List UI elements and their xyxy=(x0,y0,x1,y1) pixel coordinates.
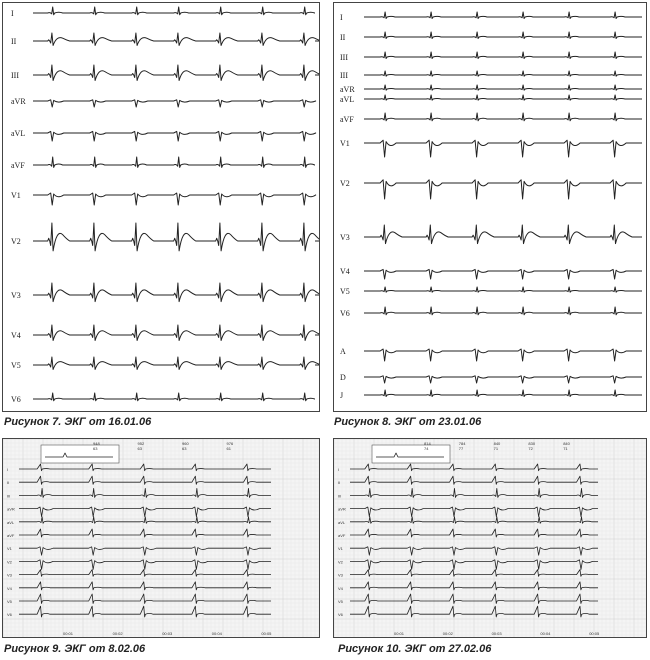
lead-label-v6-fig7: V6 xyxy=(11,395,21,404)
lead-label-v1-fig7: V1 xyxy=(11,191,21,200)
ecg-trace-v6-fig9 xyxy=(19,606,271,617)
calibration-box-fig9 xyxy=(41,445,119,463)
lead-label-ii-fig7: II xyxy=(11,37,17,46)
ecg-trace-i-fig7 xyxy=(33,7,315,15)
rr-value-1-fig9: 952 xyxy=(137,441,145,446)
lead-label-avf-6-fig8: aVF xyxy=(340,115,354,124)
time-mark-3-fig10: 00:04 xyxy=(540,631,551,636)
ecg-panel-fig10 xyxy=(333,438,647,638)
lead-label-i-fig9: I xyxy=(7,467,9,472)
hr-value-4-fig10: 71 xyxy=(563,446,568,451)
time-mark-2-fig9: 00:03 xyxy=(162,631,173,636)
lead-label-v4-10-fig8: V4 xyxy=(340,267,350,276)
lead-label-avl-fig7: aVL xyxy=(11,129,26,138)
lead-label-v6-fig9: V6 xyxy=(7,612,12,618)
calibration-box-fig10 xyxy=(372,445,450,463)
lead-label-avr-4-fig8: aVR xyxy=(340,85,355,94)
time-mark-4-fig10: 00:05 xyxy=(589,631,600,636)
rr-value-3-fig10: 830 xyxy=(528,441,536,446)
ecg-trace-d-14-fig8 xyxy=(364,376,642,383)
lead-label-v2-fig7: V2 xyxy=(11,237,21,246)
ecg-trace-v2-fig7 xyxy=(33,223,320,251)
lead-label-v3-9-fig8: V3 xyxy=(340,233,350,242)
lead-label-iii-3-fig8: III xyxy=(340,71,348,80)
ecg-trace-a-13-fig8 xyxy=(364,349,642,361)
lead-label-v4-fig7: V4 xyxy=(11,331,21,340)
lead-label-avl-5-fig8: aVL xyxy=(340,95,355,104)
lead-label-v5-fig9: V5 xyxy=(7,599,12,604)
hr-value-3-fig9: 61 xyxy=(226,446,231,451)
rr-value-2-fig9: 960 xyxy=(182,441,189,446)
ecg-trace-v3-9-fig8 xyxy=(364,225,642,244)
ecg-panel-fig8 xyxy=(333,2,647,412)
ecg-trace-ii-fig7 xyxy=(33,33,320,45)
ecg-trace-avl-5-fig8 xyxy=(364,95,642,100)
time-mark-4-fig9: 00:05 xyxy=(261,631,272,636)
ecg-trace-avf-fig9 xyxy=(19,529,271,537)
lead-label-avr-fig9: aVR xyxy=(7,506,15,512)
lead-label-ii-fig9: II xyxy=(7,480,10,486)
ecg-trace-i-fig9 xyxy=(19,464,271,471)
ecg-panel-fig7 xyxy=(2,2,320,412)
lead-label-iii-fig9: III xyxy=(7,493,11,499)
lead-label-avf-fig9: aVF xyxy=(7,533,15,538)
lead-label-v2-8-fig8: V2 xyxy=(340,179,350,188)
ecg-trace-j-15-fig8 xyxy=(364,390,642,397)
hr-value-2-fig9: 63 xyxy=(182,446,187,451)
time-mark-0-fig10: 00:01 xyxy=(394,631,405,636)
caption-fig10: Рисунок 10. ЭКГ от 27.02.06 xyxy=(338,643,492,655)
ecg-trace-i-0-fig8 xyxy=(364,12,642,19)
caption-fig9: Рисунок 9. ЭКГ от 8.02.06 xyxy=(4,643,146,655)
lead-label-j-15-fig8: J xyxy=(340,391,344,400)
ecg-trace-v6-12-fig8 xyxy=(364,307,642,315)
ecg-trace-v1-7-fig8 xyxy=(364,140,642,157)
ecg-plot-fig7 xyxy=(3,3,320,412)
lead-label-avl-fig10: aVL xyxy=(338,519,346,525)
caption-fig7: Рисунок 7. ЭКГ от 16.01.06 xyxy=(4,416,152,428)
ecg-trace-avr-4-fig8 xyxy=(364,85,642,90)
ecg-plot-fig9 xyxy=(3,439,320,638)
lead-label-v3-fig9: V3 xyxy=(7,572,12,578)
time-mark-1-fig9: 00:02 xyxy=(112,631,123,636)
rr-value-1-fig10: 784 xyxy=(458,441,466,446)
ecg-trace-avl-fig9 xyxy=(19,517,271,524)
lead-label-v2-fig10: V2 xyxy=(338,559,343,565)
hr-value-1-fig9: 63 xyxy=(137,446,142,451)
lead-label-avl-fig9: aVL xyxy=(7,519,15,525)
ecg-plot-fig10 xyxy=(334,439,647,638)
hr-value-0-fig9: 63 xyxy=(93,446,98,451)
ecg-trace-v4-fig7 xyxy=(33,325,320,341)
hr-value-3-fig10: 72 xyxy=(528,446,533,451)
lead-label-d-14-fig8: D xyxy=(340,373,346,382)
lead-label-avf-fig7: aVF xyxy=(11,161,25,170)
lead-label-i-fig10: I xyxy=(338,467,340,472)
ecg-panel-fig9 xyxy=(2,438,320,638)
lead-label-ii-fig10: II xyxy=(338,480,341,486)
hr-value-1-fig10: 77 xyxy=(458,446,464,451)
ecg-trace-iii-fig7 xyxy=(33,65,320,81)
lead-label-v5-fig10: V5 xyxy=(338,599,343,604)
ecg-trace-v4-10-fig8 xyxy=(364,269,642,279)
hr-value-2-fig10: 71 xyxy=(493,446,499,451)
time-mark-2-fig10: 00:03 xyxy=(491,631,502,636)
lead-label-v4-fig10: V4 xyxy=(338,585,343,591)
ecg-trace-v5-fig9 xyxy=(19,594,271,603)
rr-value-4-fig10: 840 xyxy=(563,441,570,446)
ecg-trace-iii-3-fig8 xyxy=(364,71,642,76)
lead-label-v6-12-fig8: V6 xyxy=(340,309,350,318)
lead-label-ii-1-fig8: II xyxy=(340,33,346,42)
ecg-trace-avf-fig7 xyxy=(33,157,315,167)
time-mark-0-fig9: 00:01 xyxy=(63,631,74,636)
lead-label-v4-fig9: V4 xyxy=(7,585,12,591)
ecg-trace-iii-fig9 xyxy=(19,488,271,497)
lead-label-v1-7-fig8: V1 xyxy=(340,139,350,148)
rr-value-0-fig10: 814 xyxy=(424,441,431,446)
ecg-trace-avf-6-fig8 xyxy=(364,113,642,121)
lead-label-iii-fig10: III xyxy=(338,493,342,499)
lead-label-i-0-fig8: I xyxy=(340,13,343,22)
lead-label-v1-fig9: V1 xyxy=(7,546,12,552)
lead-label-v5-11-fig8: V5 xyxy=(340,287,350,296)
lead-label-iii-fig7: III xyxy=(11,71,19,80)
lead-label-v3-fig7: V3 xyxy=(11,291,21,300)
ecg-trace-v3-fig9 xyxy=(19,570,271,577)
lead-label-iii-2-fig8: III xyxy=(340,53,348,62)
ecg-trace-avr-fig7 xyxy=(33,100,316,107)
lead-label-avr-fig10: aVR xyxy=(338,506,346,512)
ecg-plot-fig8 xyxy=(334,3,647,412)
ecg-trace-ii-1-fig8 xyxy=(364,32,642,39)
ecg-trace-v6-fig7 xyxy=(33,393,315,401)
ecg-trace-v5-11-fig8 xyxy=(364,287,642,292)
lead-label-avf-fig10: aVF xyxy=(338,533,346,538)
ecg-trace-v2-8-fig8 xyxy=(364,180,642,199)
lead-label-v2-fig9: V2 xyxy=(7,559,12,565)
time-mark-3-fig9: 00:04 xyxy=(211,631,222,636)
ecg-trace-v3-fig7 xyxy=(33,283,320,302)
ecg-trace-v5-fig7 xyxy=(33,357,320,369)
lead-label-v5-fig7: V5 xyxy=(11,361,21,370)
lead-label-avr-fig7: aVR xyxy=(11,97,26,106)
lead-label-a-13-fig8: A xyxy=(340,347,346,356)
lead-label-i-fig7: I xyxy=(11,9,14,18)
lead-label-v1-fig10: V1 xyxy=(338,546,343,552)
lead-label-v3-fig10: V3 xyxy=(338,572,343,578)
rr-value-0-fig9: 948 xyxy=(93,441,100,446)
ecg-trace-iii-2-fig8 xyxy=(364,52,642,59)
rr-value-2-fig10: 840 xyxy=(493,441,501,446)
hr-value-0-fig10: 74 xyxy=(424,446,429,451)
lead-label-v6-fig10: V6 xyxy=(338,612,343,618)
caption-fig8: Рисунок 8. ЭКГ от 23.01.06 xyxy=(334,416,482,428)
ecg-trace-v1-fig7 xyxy=(33,193,316,205)
ecg-trace-avl-fig7 xyxy=(33,131,316,141)
time-mark-1-fig10: 00:02 xyxy=(442,631,453,636)
rr-value-3-fig9: 976 xyxy=(226,441,234,446)
ecg-trace-v2-fig9 xyxy=(19,560,271,570)
